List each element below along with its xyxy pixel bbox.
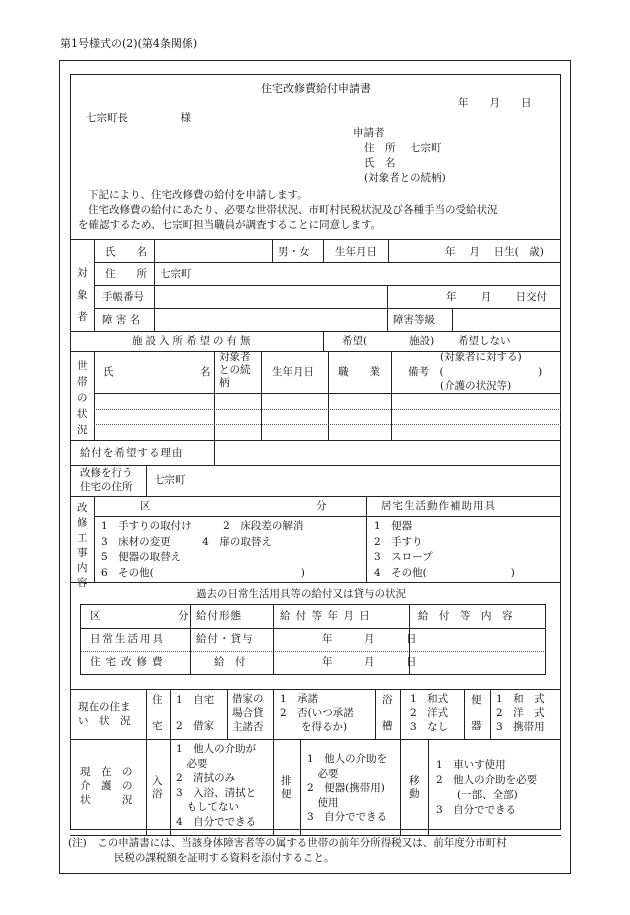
rental-consent-label: 借家の 場合貸 主諾否 [232, 693, 264, 733]
household-col-birth: 生年月日 [272, 366, 314, 378]
toilet-options: 1 和 式 2 洋 式 3 携帯用 [496, 693, 545, 733]
works-items-list: 1 手すりの取付け 2 床段差の解消 3 床材の変更 4 扉の取替え 5 便器の取替え 6 その他( ) [101, 520, 305, 579]
past-row1-category: 日常生活用具 [90, 633, 165, 645]
renovation-address-label: 改修を行う 住宅の住所 [80, 467, 133, 493]
past-benefits-title: 過去の日常生活用具等の給付又は貸与の状況 [196, 588, 406, 600]
applicant-name-label: 氏 名 [364, 157, 396, 169]
renovation-address-value: 七宗町 [154, 474, 186, 486]
past-col-category-2: 分 [178, 610, 189, 622]
subject-side-label: 対 象 者 [77, 267, 88, 323]
household-col-notes-3: (介護の状況等) [440, 380, 512, 392]
rental-consent-options: 1 承諾 2 否(いつ承諾 を得るか) [280, 693, 354, 733]
statement-line-1: 下記により、住宅改修費の給付を申請します。 [88, 189, 308, 201]
bathtub-options: 1 和式 2 洋式 3 なし [410, 693, 449, 733]
birthdate-label: 生年月日 [335, 246, 377, 258]
subject-name-label: 氏 名 [105, 246, 147, 258]
household-col-name-2: 名 [200, 366, 211, 378]
care-excretion-label: 排 便 [281, 775, 292, 800]
applicant-relation-label: (対象者との続柄) [364, 172, 446, 184]
past-row1-form: 給付・貸与 [196, 633, 254, 645]
notebook-number-label: 手帳番号 [102, 291, 144, 303]
household-col-notes-1: (対象者に対する) [440, 351, 522, 363]
form-title: 住宅改修費給付申請書 [261, 82, 371, 95]
household-col-job: 職 業 [338, 366, 380, 378]
subject-address-label: 住 所 [105, 268, 147, 280]
bathtub-label: 浴 槽 [382, 694, 393, 732]
past-col-category-1: 区 [90, 610, 101, 622]
past-col-form: 給付形態 [196, 610, 242, 622]
form-number: 第1号様式の(2)(第4条関係) [60, 37, 198, 50]
aids-items-list: 1 便器 2 手すり 3 スロープ 4 その他( ) [374, 520, 515, 579]
works-col-aids: 居宅生活動作補助用具 [381, 500, 496, 512]
notebook-issue-date: 年 月 日交付 [446, 291, 548, 303]
household-col-notes-2: 備考 ( ) [408, 366, 543, 378]
care-bath-label: 入 浴 [152, 775, 163, 800]
facility-wish-option: 希望( 施設) [342, 335, 435, 347]
applicant-address-label: 住 所 [364, 142, 396, 154]
disability-label: 障 害 名 [102, 314, 141, 326]
past-row2-form: 給 付 [214, 656, 246, 668]
care-bath-options: 1 他人の介助が 必要 2 清拭のみ 3 入浴、清拭と もしてない 4 自分でできる [176, 743, 257, 828]
reason-label: 給付を希望する理由 [80, 447, 184, 459]
application-date: 年 月 日 [458, 97, 532, 109]
house-type-options: 1 自宅 2 借家 [176, 694, 215, 732]
facility-nowish-option: 希望しない [458, 335, 511, 347]
care-move-label: 移 動 [409, 775, 420, 800]
care-excretion-options: 1 他人の介助を 必要 2 便器(携帯用) 使用 3 自分でできる [307, 753, 388, 824]
past-row2-category: 住宅改修費 [90, 656, 168, 668]
statement-line-3: を確認するため、七宗町担当職員が調査することに同意します。 [78, 219, 382, 231]
addressee: 七宗町長 様 [86, 112, 191, 124]
birthdate-value: 年 月 日生( 歳) [445, 246, 544, 258]
works-col-category-1: 区 [140, 500, 151, 512]
facility-question: 施設入所希望の有無 [132, 335, 254, 347]
housing-label: 現在の住ま い 状 況 [78, 701, 131, 727]
disability-grade-label: 障害等級 [393, 314, 435, 326]
subject-address-value: 七宗町 [160, 268, 192, 280]
household-col-relation: 対象者 との続 柄 [219, 351, 251, 389]
care-move-options: 1 車いす使用 2 他人の介助を必要 (一部、全部) 3 自分でできる [436, 759, 538, 816]
toilet-label: 便 器 [471, 694, 482, 732]
past-col-content: 給 付 等 内 容 [418, 610, 513, 622]
past-col-date: 給 付 等 年 月 日 [280, 610, 371, 622]
past-row2-date: 年 月 日 [322, 656, 417, 668]
care-status-label: 現 在 の 介 護 の 状 況 [80, 766, 133, 806]
applicant-address-value: 七宗町 [410, 142, 442, 154]
gender-choice: 男・女 [278, 246, 310, 258]
note-line-2: 民税の課税額を証明する資料を添付すること。 [114, 852, 335, 864]
house-type-label: 住 宅 [152, 694, 163, 732]
past-row1-date: 年 月 日 [322, 633, 417, 645]
statement-line-2: 住宅改修費の給付にあたり、必要な世帯状況、市町村民税状況及び各種手当の受給状況 [88, 204, 498, 216]
note-line-1: (注) この申請書には、当該身体障害者等の属する世帯の前年分所得税又は、前年度分市町村 [68, 837, 507, 849]
works-col-category-2: 分 [316, 500, 327, 512]
works-side-label: 改 修 工 事 内 容 [77, 502, 88, 589]
household-side-label: 世 帯 の 状 況 [77, 360, 88, 436]
applicant-label: 申請者 [353, 127, 385, 139]
household-col-name-1: 氏 [103, 366, 114, 378]
